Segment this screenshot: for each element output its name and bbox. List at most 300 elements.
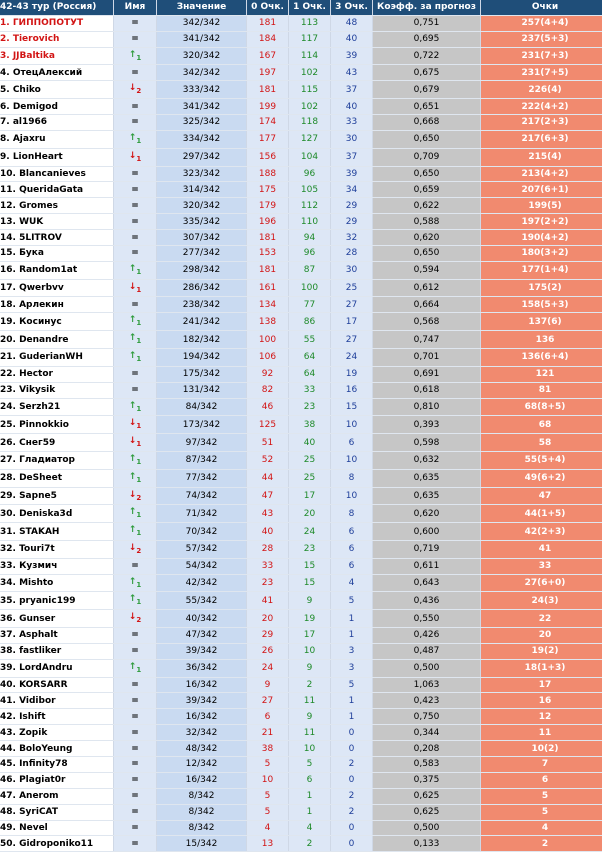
rank-cell: 2. Tierovich: [0, 31, 114, 47]
one-point-cell: 25: [289, 451, 331, 469]
trend-cell: [114, 148, 157, 166]
value-cell: 341/342: [157, 31, 247, 47]
points-cell: 17: [481, 677, 602, 693]
one-point-cell: 118: [289, 115, 331, 131]
one-point-cell: 33: [289, 382, 331, 398]
trend-arrow-icon: =: [131, 728, 139, 738]
coef-cell: 0,625: [373, 804, 481, 820]
coef-cell: 0,500: [373, 659, 481, 677]
three-points-cell: 30: [331, 261, 373, 279]
zero-points-cell: 174: [247, 115, 289, 131]
trend-arrow-icon: =: [131, 680, 139, 690]
trend-arrow-icon: ↓: [129, 83, 137, 93]
value-cell: 16/342: [157, 772, 247, 788]
header-title: [0, 0, 114, 15]
trend-arrow-icon: =: [131, 233, 139, 243]
three-points-cell: 16: [331, 382, 373, 398]
three-points-cell: 8: [331, 505, 373, 523]
rank-cell: 10. Blancanieves: [0, 166, 114, 182]
zero-points-cell: 43: [247, 505, 289, 523]
rank-cell: 22. Hector: [0, 366, 114, 382]
three-points-cell: 10: [331, 451, 373, 469]
trend-arrow-icon: ↑: [129, 472, 137, 482]
trend-arrow-icon: ↓: [129, 282, 137, 292]
rank-cell: 48. SyriCAT: [0, 804, 114, 820]
points-cell: 175(2): [481, 279, 602, 297]
table-row: [0, 31, 602, 47]
zero-points-cell: 199: [247, 99, 289, 115]
points-cell: 18(1+3): [481, 659, 602, 677]
value-cell: 36/342: [157, 659, 247, 677]
zero-points-cell: 167: [247, 47, 289, 65]
table-row: [0, 148, 602, 166]
header-zero: 0 Очк.: [247, 0, 289, 15]
trend-cell: [114, 416, 157, 434]
zero-points-cell: 47: [247, 487, 289, 505]
zero-points-cell: 197: [247, 65, 289, 81]
trend-arrow-icon: =: [131, 646, 139, 656]
rank-cell: 13. WUK: [0, 214, 114, 230]
one-point-cell: 96: [289, 166, 331, 182]
points-cell: 42(2+3): [481, 523, 602, 541]
one-point-cell: 115: [289, 81, 331, 99]
three-points-cell: 0: [331, 772, 373, 788]
trend-arrow-icon: ↓: [129, 490, 137, 500]
one-point-cell: 4: [289, 820, 331, 836]
trend-arrow-icon: =: [131, 807, 139, 817]
trend-arrow-icon: ↑: [129, 264, 137, 274]
three-points-cell: 6: [331, 558, 373, 574]
points-cell: 177(1+4): [481, 261, 602, 279]
three-points-cell: 27: [331, 331, 373, 349]
coef-cell: 0,650: [373, 130, 481, 148]
coef-cell: 0,500: [373, 820, 481, 836]
zero-points-cell: 184: [247, 31, 289, 47]
coef-cell: 0,675: [373, 65, 481, 81]
coef-cell: 0,583: [373, 757, 481, 773]
value-cell: 325/342: [157, 115, 247, 131]
one-point-cell: 11: [289, 693, 331, 709]
table-row: [0, 331, 602, 349]
zero-points-cell: 41: [247, 592, 289, 610]
one-point-cell: 10: [289, 741, 331, 757]
coef-cell: 0,643: [373, 574, 481, 592]
coef-cell: 0,550: [373, 610, 481, 628]
points-cell: 7: [481, 757, 602, 773]
table-row: [0, 115, 602, 131]
coef-cell: 0,750: [373, 709, 481, 725]
points-cell: 16: [481, 693, 602, 709]
header-name: Имя: [114, 0, 157, 15]
trend-delta: 2: [136, 547, 141, 555]
coef-cell: 0,722: [373, 47, 481, 65]
table-row: [0, 81, 602, 99]
trend-arrow-icon: =: [131, 630, 139, 640]
trend-arrow-icon: =: [131, 369, 139, 379]
zero-points-cell: 161: [247, 279, 289, 297]
value-cell: 87/342: [157, 451, 247, 469]
three-points-cell: 3: [331, 643, 373, 659]
zero-points-cell: 21: [247, 725, 289, 741]
value-cell: 54/342: [157, 558, 247, 574]
table-row: [0, 230, 602, 246]
points-cell: 49(6+2): [481, 469, 602, 487]
trend-cell: [114, 230, 157, 246]
value-cell: 40/342: [157, 610, 247, 628]
points-cell: 215(4): [481, 148, 602, 166]
zero-points-cell: 153: [247, 245, 289, 261]
three-points-cell: 34: [331, 182, 373, 198]
points-cell: 137(6): [481, 313, 602, 331]
value-cell: 8/342: [157, 820, 247, 836]
trend-arrow-icon: ↑: [129, 525, 137, 535]
three-points-cell: 48: [331, 15, 373, 31]
one-point-cell: 64: [289, 348, 331, 366]
zero-points-cell: 5: [247, 788, 289, 804]
coef-cell: 0,600: [373, 523, 481, 541]
coef-cell: 0,719: [373, 540, 481, 558]
table-row: [0, 693, 602, 709]
table-row: [0, 130, 602, 148]
table-body: [0, 15, 602, 851]
one-point-cell: 17: [289, 487, 331, 505]
trend-delta: 2: [136, 493, 141, 501]
three-points-cell: 43: [331, 65, 373, 81]
trend-arrow-icon: =: [131, 744, 139, 754]
rank-cell: 25. Pinnokkio: [0, 416, 114, 434]
trend-delta: 1: [136, 53, 141, 61]
one-point-cell: 2: [289, 836, 331, 852]
zero-points-cell: 181: [247, 261, 289, 279]
one-point-cell: 40: [289, 434, 331, 452]
header-coef: Коэфф. за прогноз: [373, 0, 481, 15]
trend-arrow-icon: ↑: [129, 351, 137, 361]
one-point-cell: 117: [289, 31, 331, 47]
rank-cell: 37. Asphalt: [0, 627, 114, 643]
rank-cell: 38. fastliker: [0, 643, 114, 659]
rank-cell: 42. Ishift: [0, 709, 114, 725]
value-cell: 70/342: [157, 523, 247, 541]
points-cell: 121: [481, 366, 602, 382]
trend-cell: [114, 592, 157, 610]
coef-cell: 0,611: [373, 558, 481, 574]
table-row: [0, 99, 602, 115]
trend-cell: [114, 836, 157, 852]
three-points-cell: 1: [331, 627, 373, 643]
three-points-cell: 32: [331, 230, 373, 246]
rank-cell: 27. Гладиатор: [0, 451, 114, 469]
rank-cell: 31. STAKAH: [0, 523, 114, 541]
table-row: [0, 214, 602, 230]
three-points-cell: 37: [331, 148, 373, 166]
one-point-cell: 23: [289, 540, 331, 558]
trend-cell: [114, 279, 157, 297]
trend-cell: [114, 261, 157, 279]
three-points-cell: 2: [331, 757, 373, 773]
three-points-cell: 39: [331, 47, 373, 65]
table-row: [0, 659, 602, 677]
table-row: [0, 788, 602, 804]
zero-points-cell: 40: [247, 523, 289, 541]
one-point-cell: 2: [289, 677, 331, 693]
value-cell: 39/342: [157, 693, 247, 709]
value-cell: 74/342: [157, 487, 247, 505]
table-row: [0, 772, 602, 788]
zero-points-cell: 13: [247, 836, 289, 852]
value-cell: 97/342: [157, 434, 247, 452]
value-cell: 323/342: [157, 166, 247, 182]
one-point-cell: 100: [289, 279, 331, 297]
value-cell: 16/342: [157, 709, 247, 725]
coef-cell: 0,751: [373, 15, 481, 31]
one-point-cell: 9: [289, 592, 331, 610]
three-points-cell: 40: [331, 99, 373, 115]
three-points-cell: 10: [331, 487, 373, 505]
header-one: 1 Очк.: [289, 0, 331, 15]
rank-cell: 19. Косинус: [0, 313, 114, 331]
points-cell: 81: [481, 382, 602, 398]
rank-cell: 24. Serzh21: [0, 398, 114, 416]
trend-cell: [114, 115, 157, 131]
three-points-cell: 1: [331, 610, 373, 628]
three-points-cell: 1: [331, 709, 373, 725]
points-cell: 6: [481, 772, 602, 788]
zero-points-cell: 138: [247, 313, 289, 331]
rank-cell: 1. ГИППОПОТУТ: [0, 15, 114, 31]
three-points-cell: 29: [331, 214, 373, 230]
points-cell: 231(7+5): [481, 65, 602, 81]
one-point-cell: 11: [289, 725, 331, 741]
one-point-cell: 110: [289, 214, 331, 230]
rank-cell: 47. Anerom: [0, 788, 114, 804]
rank-cell: 17. Qwerbvv: [0, 279, 114, 297]
trend-arrow-icon: =: [131, 561, 139, 571]
rank-cell: 29. Sapne5: [0, 487, 114, 505]
coef-cell: 0,426: [373, 627, 481, 643]
table-row: [0, 166, 602, 182]
coef-cell: 0,747: [373, 331, 481, 349]
rank-cell: 15. Бука: [0, 245, 114, 261]
points-cell: 24(3): [481, 592, 602, 610]
table-row: [0, 245, 602, 261]
trend-arrow-icon: =: [131, 248, 139, 258]
trend-cell: [114, 99, 157, 115]
trend-arrow-icon: =: [131, 300, 139, 310]
three-points-cell: 39: [331, 166, 373, 182]
trend-cell: [114, 788, 157, 804]
trend-cell: [114, 130, 157, 148]
rank-cell: 32. Touri7t: [0, 540, 114, 558]
trend-arrow-icon: =: [131, 201, 139, 211]
trend-cell: [114, 574, 157, 592]
three-points-cell: 6: [331, 523, 373, 541]
value-cell: 39/342: [157, 643, 247, 659]
zero-points-cell: 100: [247, 331, 289, 349]
zero-points-cell: 46: [247, 398, 289, 416]
coef-cell: 0,668: [373, 115, 481, 131]
three-points-cell: 15: [331, 398, 373, 416]
rank-cell: 34. Mishto: [0, 574, 114, 592]
zero-points-cell: 9: [247, 677, 289, 693]
zero-points-cell: 92: [247, 366, 289, 382]
three-points-cell: 17: [331, 313, 373, 331]
rank-cell: 35. pryanic199: [0, 592, 114, 610]
trend-arrow-icon: ↑: [129, 577, 137, 587]
zero-points-cell: 4: [247, 820, 289, 836]
trend-arrow-icon: =: [131, 839, 139, 849]
value-cell: 342/342: [157, 65, 247, 81]
one-point-cell: 25: [289, 469, 331, 487]
value-cell: 334/342: [157, 130, 247, 148]
trend-arrow-icon: =: [131, 169, 139, 179]
trend-arrow-icon: =: [131, 712, 139, 722]
coef-cell: 0,568: [373, 313, 481, 331]
trend-cell: [114, 331, 157, 349]
zero-points-cell: 52: [247, 451, 289, 469]
three-points-cell: 2: [331, 788, 373, 804]
value-cell: 47/342: [157, 627, 247, 643]
points-cell: 44(1+5): [481, 505, 602, 523]
trend-delta: 2: [136, 616, 141, 624]
trend-delta: 1: [136, 337, 141, 345]
trend-cell: [114, 558, 157, 574]
table-row: [0, 820, 602, 836]
trend-delta: 2: [136, 87, 141, 95]
trend-delta: 1: [136, 268, 141, 276]
points-cell: 58: [481, 434, 602, 452]
points-cell: 68: [481, 416, 602, 434]
coef-cell: 0,695: [373, 31, 481, 47]
table-row: [0, 469, 602, 487]
zero-points-cell: 5: [247, 804, 289, 820]
value-cell: 342/342: [157, 15, 247, 31]
trend-arrow-icon: =: [131, 759, 139, 769]
trend-delta: 1: [136, 458, 141, 466]
table-row: [0, 487, 602, 505]
one-point-cell: 112: [289, 198, 331, 214]
trend-delta: 1: [136, 285, 141, 293]
zero-points-cell: 33: [247, 558, 289, 574]
zero-points-cell: 44: [247, 469, 289, 487]
value-cell: 182/342: [157, 331, 247, 349]
rank-cell: 14. 5LITROV: [0, 230, 114, 246]
trend-arrow-icon: =: [131, 385, 139, 395]
one-point-cell: 19: [289, 610, 331, 628]
points-cell: 237(5+3): [481, 31, 602, 47]
zero-points-cell: 10: [247, 772, 289, 788]
rank-cell: 21. GuderianWH: [0, 348, 114, 366]
points-cell: 2: [481, 836, 602, 852]
rank-cell: 39. LordAndru: [0, 659, 114, 677]
coef-cell: 0,622: [373, 198, 481, 214]
points-cell: 226(4): [481, 81, 602, 99]
one-point-cell: 24: [289, 523, 331, 541]
three-points-cell: 27: [331, 297, 373, 313]
trend-arrow-icon: =: [131, 823, 139, 833]
trend-arrow-icon: =: [131, 34, 139, 44]
trend-cell: [114, 366, 157, 382]
trend-cell: [114, 772, 157, 788]
zero-points-cell: 181: [247, 15, 289, 31]
one-point-cell: 1: [289, 804, 331, 820]
trend-cell: [114, 610, 157, 628]
value-cell: 333/342: [157, 81, 247, 99]
rank-cell: 50. Gidroponiko11: [0, 836, 114, 852]
zero-points-cell: 20: [247, 610, 289, 628]
rank-cell: 49. Nevel: [0, 820, 114, 836]
one-point-cell: 105: [289, 182, 331, 198]
one-point-cell: 20: [289, 505, 331, 523]
three-points-cell: 28: [331, 245, 373, 261]
trend-arrow-icon: ↓: [129, 612, 137, 622]
trend-cell: [114, 297, 157, 313]
trend-delta: 1: [136, 529, 141, 537]
trend-cell: [114, 65, 157, 81]
rank-cell: 28. DeSheet: [0, 469, 114, 487]
three-points-cell: 33: [331, 115, 373, 131]
trend-cell: [114, 47, 157, 65]
three-points-cell: 5: [331, 677, 373, 693]
table-row: [0, 398, 602, 416]
trend-arrow-icon: =: [131, 18, 139, 28]
one-point-cell: 113: [289, 15, 331, 31]
zero-points-cell: 181: [247, 230, 289, 246]
trend-cell: [114, 540, 157, 558]
trend-arrow-icon: ↑: [129, 333, 137, 343]
rank-cell: 11. QueridaGata: [0, 182, 114, 198]
zero-points-cell: 51: [247, 434, 289, 452]
value-cell: 173/342: [157, 416, 247, 434]
zero-points-cell: 82: [247, 382, 289, 398]
trend-arrow-icon: =: [131, 68, 139, 78]
coef-cell: 0,620: [373, 230, 481, 246]
rank-cell: 40. KORSARR: [0, 677, 114, 693]
value-cell: 320/342: [157, 198, 247, 214]
table-row: [0, 836, 602, 852]
points-cell: 5: [481, 788, 602, 804]
header-three: 3 Очк.: [331, 0, 373, 15]
rank-cell: 4. ОтецАлексий: [0, 65, 114, 81]
rank-cell: 6. Demigod: [0, 99, 114, 115]
trend-delta: 1: [136, 404, 141, 412]
trend-cell: [114, 709, 157, 725]
value-cell: 71/342: [157, 505, 247, 523]
table-row: [0, 592, 602, 610]
trend-cell: [114, 804, 157, 820]
three-points-cell: 2: [331, 804, 373, 820]
trend-delta: 1: [136, 319, 141, 327]
value-cell: 84/342: [157, 398, 247, 416]
points-cell: 12: [481, 709, 602, 725]
one-point-cell: 5: [289, 757, 331, 773]
points-cell: 55(5+4): [481, 451, 602, 469]
trend-delta: 1: [136, 666, 141, 674]
points-cell: 5: [481, 804, 602, 820]
value-cell: 307/342: [157, 230, 247, 246]
trend-cell: [114, 451, 157, 469]
points-cell: 199(5): [481, 198, 602, 214]
trend-arrow-icon: =: [131, 117, 139, 127]
table-row: [0, 434, 602, 452]
table-row: [0, 279, 602, 297]
trend-cell: [114, 214, 157, 230]
coef-cell: 0,632: [373, 451, 481, 469]
table-row: [0, 297, 602, 313]
value-cell: 341/342: [157, 99, 247, 115]
coef-cell: 0,487: [373, 643, 481, 659]
rank-cell: 33. Кузмич: [0, 558, 114, 574]
coef-cell: 0,375: [373, 772, 481, 788]
